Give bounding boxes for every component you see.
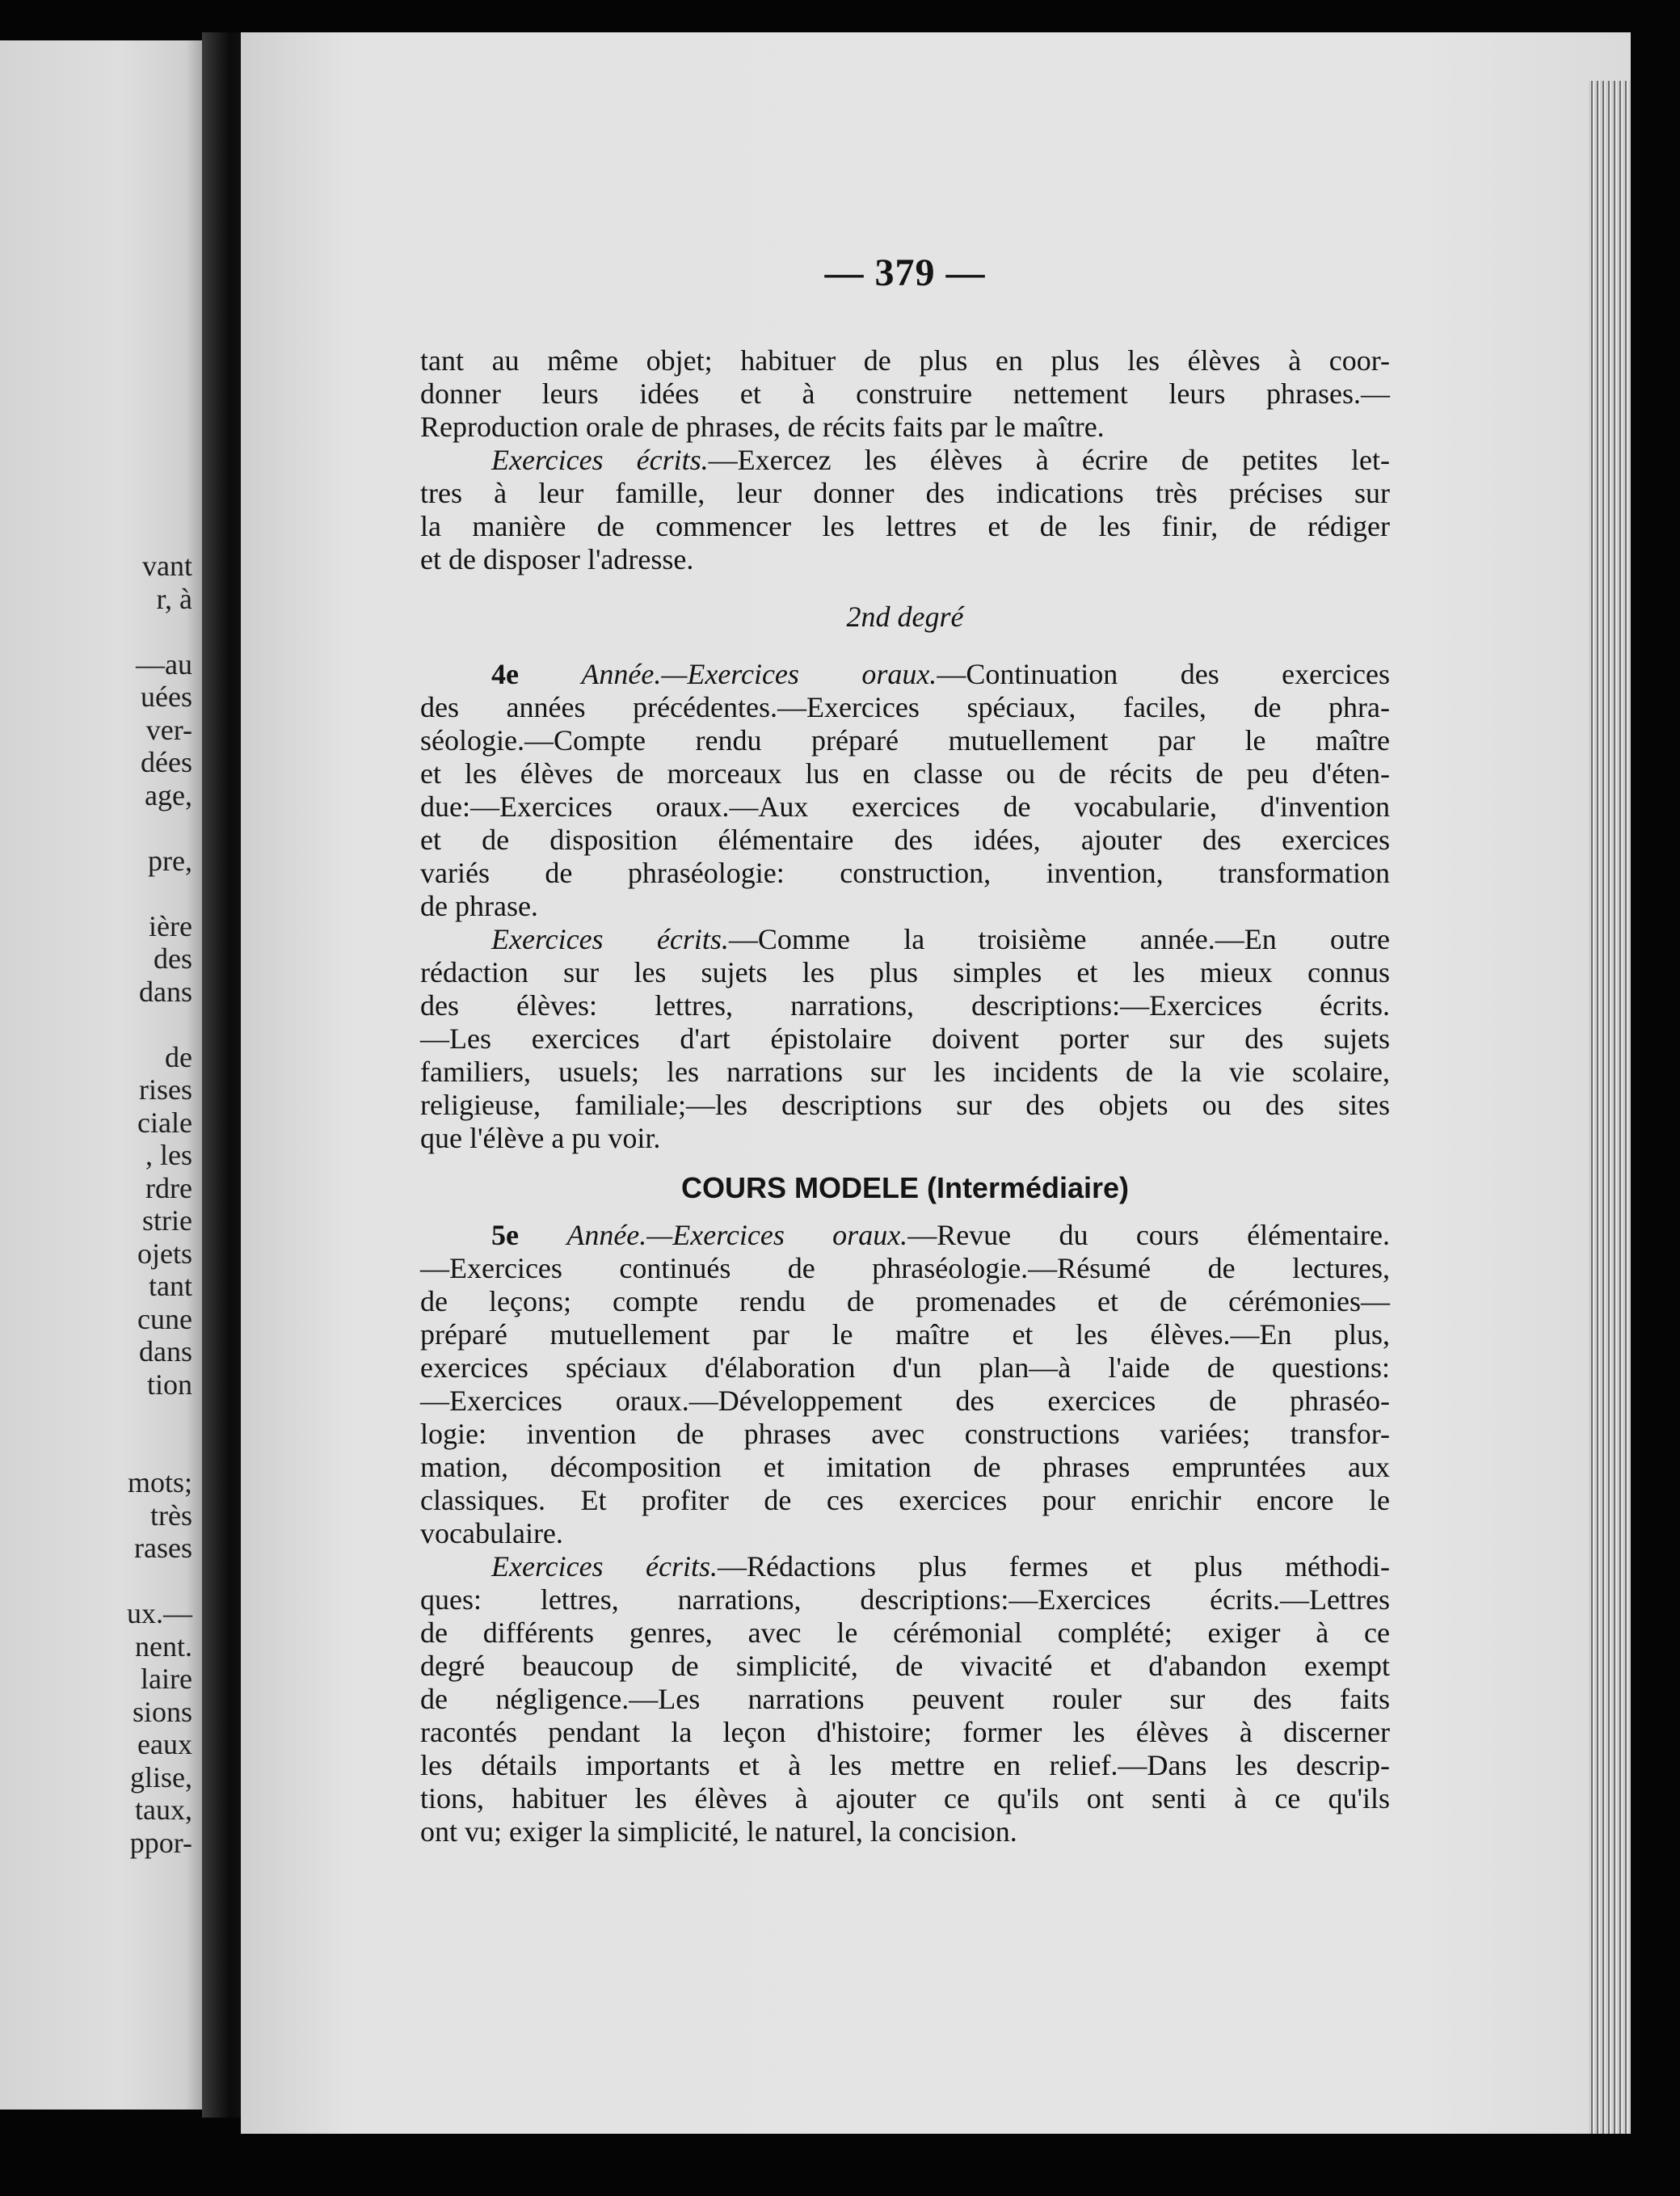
left-fragment-line: ux.— — [127, 1597, 192, 1629]
ecrits-label: Exercices écrits. — [491, 1550, 718, 1583]
left-fragment-line: mots; — [127, 1466, 192, 1498]
text-line: Reproduction orale de phrases, de récits faits par le maître. — [420, 411, 1105, 443]
left-fragment-line: glise, — [130, 1760, 192, 1793]
left-fragment-line: taux, — [135, 1793, 192, 1826]
page-text — [420, 251, 1391, 1848]
left-fragment-line — [127, 1434, 192, 1467]
text-line: —Exercices oraux.—Développement des exercices de phraséo- — [420, 1385, 1390, 1417]
left-fragment-line: ppor- — [129, 1826, 192, 1859]
annee-label: Année.—Exercices oraux. — [566, 1219, 908, 1251]
left-fragment-line: rises — [139, 1073, 192, 1106]
text-line: des élèves: lettres, narrations, descriptions:—Exercices écrits. — [420, 989, 1390, 1022]
left-fragment-line: , les — [145, 1139, 192, 1171]
left-fragment-line: des — [154, 942, 192, 975]
left-fragment-line: très — [150, 1498, 192, 1532]
ecrits-label: Exercices écrits. — [491, 923, 729, 955]
left-fragment-line: rdre — [145, 1171, 192, 1204]
text-line: préparé mutuellement par le maître et les élèves.—En plus, — [420, 1318, 1390, 1351]
text-line: Exercices écrits.—Exercez les élèves à écrire de petites let- — [491, 444, 1390, 476]
annee-label: Année.—Exercices oraux. — [581, 658, 937, 690]
left-facing-page — [0, 40, 202, 2110]
left-fragment-line: ojets — [137, 1237, 192, 1270]
text-line: de phrase. — [420, 890, 538, 922]
text-line: de différents genres, avec le cérémonial complété; exiger à ce — [420, 1616, 1390, 1649]
left-fragment-line: strie — [142, 1204, 192, 1237]
text-line: tions, habituer les élèves à ajouter ce qu'ils ont senti à ce qu'ils — [420, 1782, 1390, 1815]
left-fragment-line: rases — [134, 1532, 192, 1564]
text-line: —Les exercices d'art épistolaire doivent porter sur des sujets — [420, 1022, 1390, 1055]
annee5-paragraph — [420, 1219, 1390, 1550]
left-fragment-line: —au — [136, 647, 192, 681]
left-fragment-line: dées — [141, 746, 192, 778]
left-fragment-line: vant — [142, 550, 192, 582]
text-line: les détails importants et à les mettre en relief.—Dans les descrip- — [420, 1749, 1390, 1781]
text-line: due:—Exercices oraux.—Aux exercices de vocabularie, d'invention — [420, 790, 1390, 823]
left-fragment-line: ière — [149, 909, 192, 942]
text-line: des années précédentes.—Exercices spéciaux, faciles, de phra- — [420, 691, 1390, 723]
left-fragment-line: ver- — [145, 713, 192, 746]
text-line: vocabulaire. — [420, 1517, 563, 1549]
left-fragment-line — [127, 877, 192, 910]
text-line: tant au même objet; habituer de plus en plus les élèves à coor- — [420, 344, 1390, 377]
text-line: 5e Année.—Exercices oraux.—Revue du cours élémentaire. — [491, 1219, 1391, 1251]
left-fragment-line: de — [165, 1040, 192, 1073]
text-line: donner leurs idées et à construire nettement leurs phrases.— — [420, 377, 1390, 410]
text-line: familiers, usuels; les narrations sur les incidents de la vie scolaire, — [420, 1056, 1390, 1088]
left-fragment-line: dans — [139, 975, 192, 1008]
section1-paragraph — [420, 344, 1390, 444]
text-line: variés de phraséologie: construction, invention, transformation — [420, 857, 1390, 889]
section1-ecrits-paragraph — [420, 444, 1390, 576]
text-line: ont vu; exiger la simplicité, le naturel, la concision. — [420, 1815, 1017, 1848]
left-fragment-line: laire — [141, 1663, 192, 1695]
left-fragment-line — [127, 1008, 192, 1041]
text-line: mation, décomposition et imitation de phrases empruntées aux — [420, 1451, 1390, 1483]
left-fragment-line — [127, 1565, 192, 1598]
text-line: de leçons; compte rendu de promenades et de cérémonies— — [420, 1285, 1390, 1317]
annee5-ecrits-paragraph — [420, 1550, 1390, 1848]
text-line: Exercices écrits.—Comme la troisième année.—En outre — [491, 923, 1390, 955]
text-line: classiques. Et profiter de ces exercices pour enrichir encore le — [420, 1484, 1390, 1516]
left-fragment-line — [127, 615, 192, 648]
cours-modele-heading: COURS MODELE (Intermédiaire) — [680, 1171, 1130, 1204]
text-line: et les élèves de morceaux lus en classe ou de récits de peu d'éten- — [420, 757, 1390, 790]
left-fragment-line: tant — [149, 1270, 192, 1302]
text-line: religieuse, familiale;—les descriptions sur des objets ou des sites — [420, 1089, 1390, 1121]
left-fragment-line: sions — [132, 1695, 192, 1728]
text-line: ques: lettres, narrations, descriptions:—Exercices écrits.—Lettres — [420, 1583, 1390, 1616]
text-line: et de disposer l'adresse. — [420, 543, 694, 575]
left-fragment-line — [127, 811, 192, 845]
left-fragment-line: tion — [146, 1368, 192, 1401]
left-fragment-line: r, à — [156, 582, 192, 615]
page-edges — [1589, 81, 1631, 2134]
text-line: rédaction sur les sujets les plus simples et les mieux connus — [420, 956, 1390, 988]
left-fragment-line: pre, — [148, 844, 192, 877]
text-line: Exercices écrits.—Rédactions plus fermes et plus méthodi- — [491, 1550, 1390, 1583]
annee4-ecrits-paragraph — [420, 923, 1390, 1155]
left-fragment-line: uées — [141, 681, 192, 713]
annee4-paragraph — [420, 658, 1390, 923]
text-line: —Exercices continués de phraséologie.—Résumé de lectures, — [420, 1252, 1390, 1284]
left-fragment-line: age, — [145, 778, 192, 811]
text-line: la manière de commencer les lettres et de les finir, de rédiger — [420, 510, 1390, 542]
annee-number: 4e — [491, 658, 519, 690]
left-fragment-line: cune — [137, 1302, 192, 1335]
text-line: degré beaucoup de simplicité, de vivacité et d'abandon exempt — [420, 1650, 1390, 1682]
left-fragment-line: ciale — [137, 1106, 192, 1139]
text-line: de négligence.—Les narrations peuvent rouler sur des faits — [420, 1683, 1390, 1715]
left-fragment-line: nent. — [135, 1629, 192, 1663]
left-fragment-line: eaux — [137, 1728, 192, 1760]
left-page-text-fragments — [127, 550, 192, 1859]
text-line: logie: invention de phrases avec constructions variées; transfor- — [420, 1418, 1390, 1450]
text-line: que l'élève a pu voir. — [420, 1122, 661, 1154]
text-line: séologie.—Compte rendu préparé mutuellement par le maître — [420, 724, 1390, 757]
left-fragment-line: dans — [139, 1335, 192, 1368]
annee-number: 5e — [491, 1219, 519, 1251]
degree-heading: 2nd degré — [846, 601, 964, 633]
text-line: 4e Année.—Exercices oraux.—Continuation des exercices — [491, 658, 1390, 690]
left-fragment-line — [127, 1401, 192, 1434]
page-number: — 379 — — [824, 251, 986, 294]
text-line: exercices spéciaux d'élaboration d'un plan—à l'aide de questions: — [420, 1351, 1390, 1384]
text-line: racontés pendant la leçon d'histoire; former les élèves à discerner — [420, 1716, 1390, 1748]
text-line: et de disposition élémentaire des idées, ajouter des exercices — [420, 824, 1390, 856]
ecrits-label: Exercices écrits. — [491, 444, 709, 476]
text-line: tres à leur famille, leur donner des indications très précises sur — [420, 477, 1390, 509]
